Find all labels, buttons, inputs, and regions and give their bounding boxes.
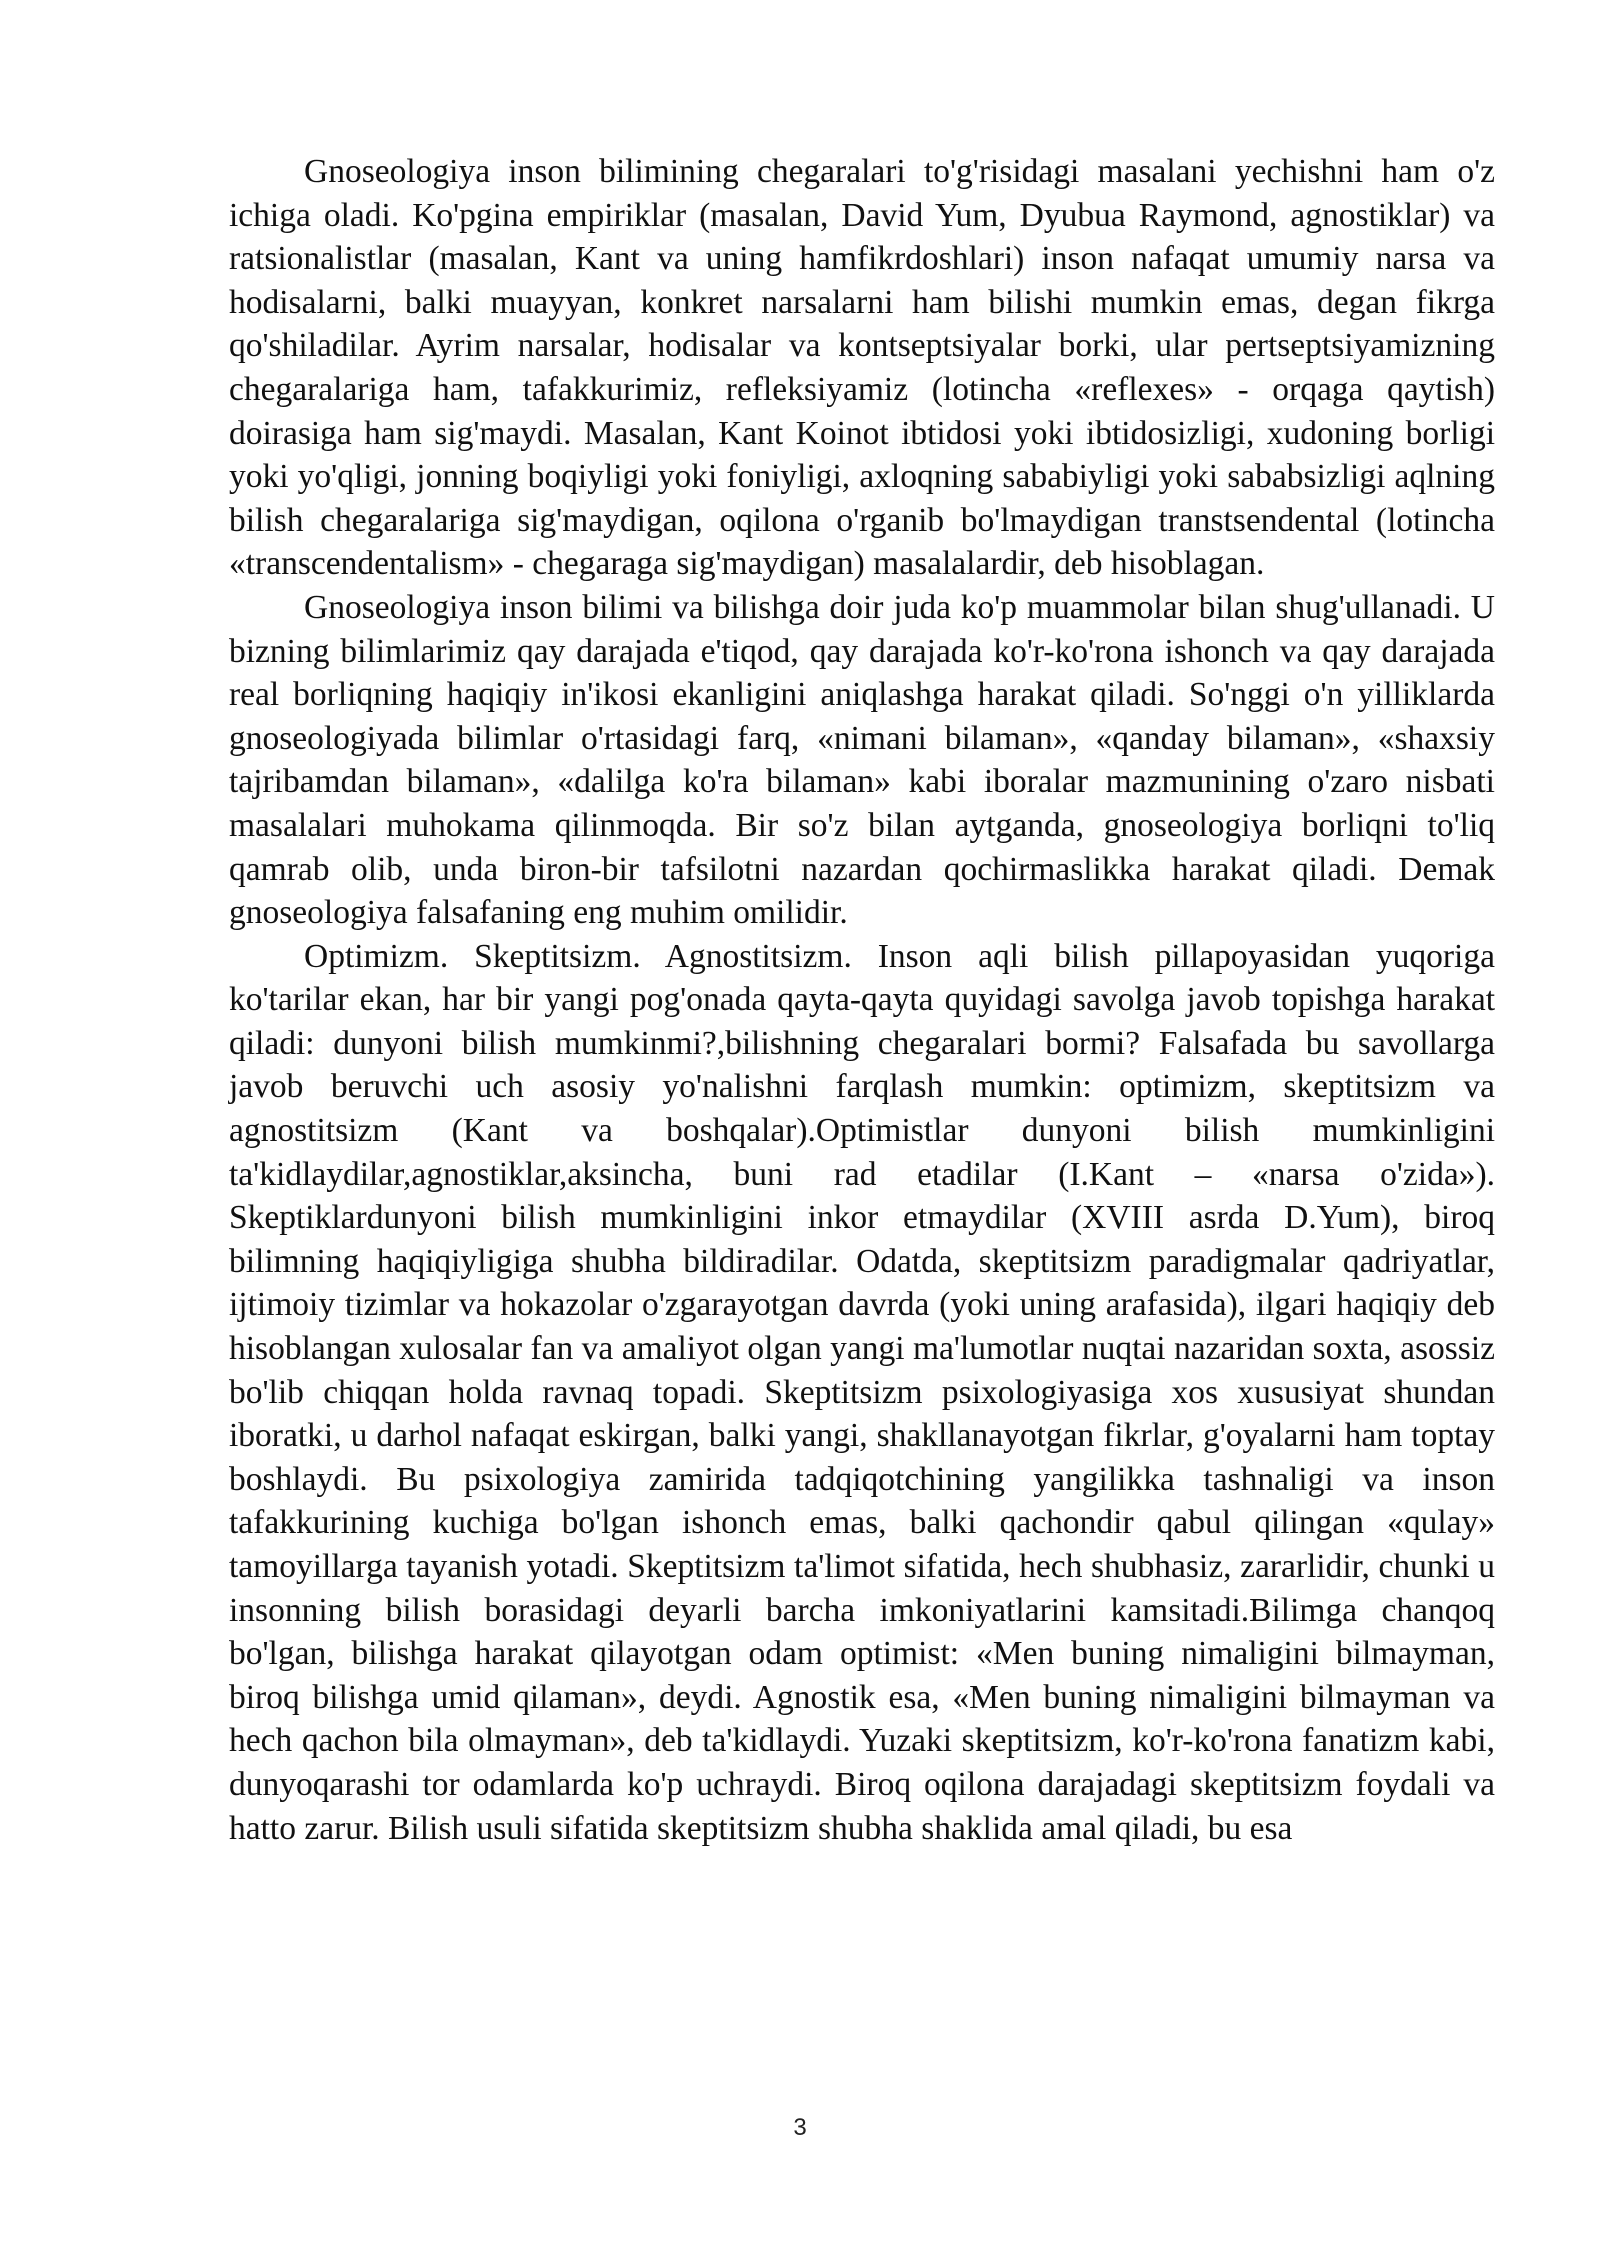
paragraph-optimism-skepticism: Optimizm. Skeptitsizm. Agnostitsizm. Inson aqli bilish pillapoyasidan yuqoriga ko'tarilar ekan, har bir yangi pog'onada qayta-qayta quyidagi savolga javob topishga harakat qiladi: dunyoni bilish mumkinmi?,bilishning chegaralari bormi? Falsafada bu savollarga javob beruvchi uch asosiy yo'nalishni farqlash mumkin: optimizm, skeptitsizm va agnostitsizm (Kant va boshqalar).Optimistlar dunyoni bilish mumkinligini ta'kidlaydilar,agnostiklar,aksincha, buni rad etadilar (I.Kant – «narsa o'zida»). Skeptiklardunyoni bilish mumkinligini inkor etmaydilar (XVIII asrda D.Yum), biroq bilimning haqiqiyligiga shubha bildiradilar. Odatda, skeptitsizm paradigmalar qadriyatlar, ijtimoiy tizimlar va hokazolar o'zgarayotgan davrda (yoki uning arafasida), ilgari haqiqiy deb hisoblangan xulosalar fan va amaliyot olgan yangi ma'lumotlar nuqtai nazaridan soxta, asossiz bo'lib chiqqan holda ravnaq topadi. Skeptitsizm psixologiyasiga xos xususiyat shundan iboratki, u darhol nafaqat eskirgan, balki yangi, shakllanayotgan fikrlar, g'oyalarni ham toptay boshlaydi. Bu psixologiya zamirida tadqiqotchining yangilikka tashnaligi va inson tafakkurining kuchiga bo'lgan ishonch emas, balki qachondir qabul qilingan «qulay» tamoyillarga tayanish yotadi. Skeptitsizm ta'limot sifatida, hech shubhasiz, zararlidir, chunki u insonning bilish borasidagi deyarli barcha imkoniyatlarini kamsitadi.Bilimga chanqoq bo'lgan, bilishga harakat qilayotgan odam optimist: «Men buning nimaligini bilmayman, biroq bilishga umid qilaman», deydi. Agnostik esa, «Men buning nimaligini bilmayman va hech qachon bila olmayman», deb ta'kidlaydi. Yuzaki skeptitsizm, ko'r-ko'rona fanatizm kabi, dunyoqarashi tor odamlarda ko'p uchraydi. Biroq oqilona darajadagi skeptitsizm foydali va hatto zarur. Bilish usuli sifatida skeptitsizm shubha shaklida amal qiladi, bu esa xyxy=(229,937,1495,1847)
document-page xyxy=(229,150,1495,1850)
paragraph-gnoseology-problems: Gnoseologiya inson bilimi va bilishga doir juda ko'p muammolar bilan shug'ullanadi. U bizning bilimlarimiz qay darajada e'tiqod, qay darajada ko'r-ko'rona ishonch va qay darajada real borliqning haqiqiy in'ikosi ekanligini aniqlashga harakat qiladi. So'nggi o'n yilliklarda gnoseologiyada bilimlar o'rtasidagi farq, «nimani bilaman», «qanday bilaman», «shaxsiy tajribamdan bilaman», «dalilga ko'ra bilaman» kabi iboralar mazmunining o'zaro nisbati masalalari muhokama qilinmoqda. Bir so'z bilan aytganda, gnoseologiya borliqni to'liq qamrab olib, unda biron-bir tafsilotni nazardan qochirmaslikka harakat qiladi. Demak gnoseologiya falsafaning eng muhim omilidir. xyxy=(229,588,1495,932)
page-number: 3 xyxy=(793,2114,807,2141)
paragraph-gnoseology-limits: Gnoseologiya inson bilimining chegaralari to'g'risidagi masalani yechishni ham o'z ichiga oladi. Ko'pgina empiriklar (masalan, David Yum, Dyubua Raymond, agnostiklar) va ratsionalistlar (masalan, Kant va uning hamfikrdoshlari) inson nafaqat umumiy narsa va hodisalarni, balki muayyan, konkret narsalarni ham bilishi mumkin emas, degan fikrga qo'shiladilar. Ayrim narsalar, hodisalar va kontseptsiyalar borki, ular pertseptsiyamizning chegaralariga ham, tafakkurimiz, refleksiyamiz (lotincha «reflexes» - orqaga qaytish) doirasiga ham sig'maydi. Masalan, Kant Koinot ibtidosi yoki ibtidosizligi, xudoning borligi yoki yo'qligi, jonning boqiyligi yoki foniyligi, axloqning sababiyligi yoki sababsizligi aqlning bilish chegaralariga sig'maydigan, oqilona o'rganib bo'lmaydigan transtsendental (lotincha «transcendentalism» - chegaraga sig'maydigan) masalalardir, deb hisoblagan. xyxy=(229,153,1495,583)
